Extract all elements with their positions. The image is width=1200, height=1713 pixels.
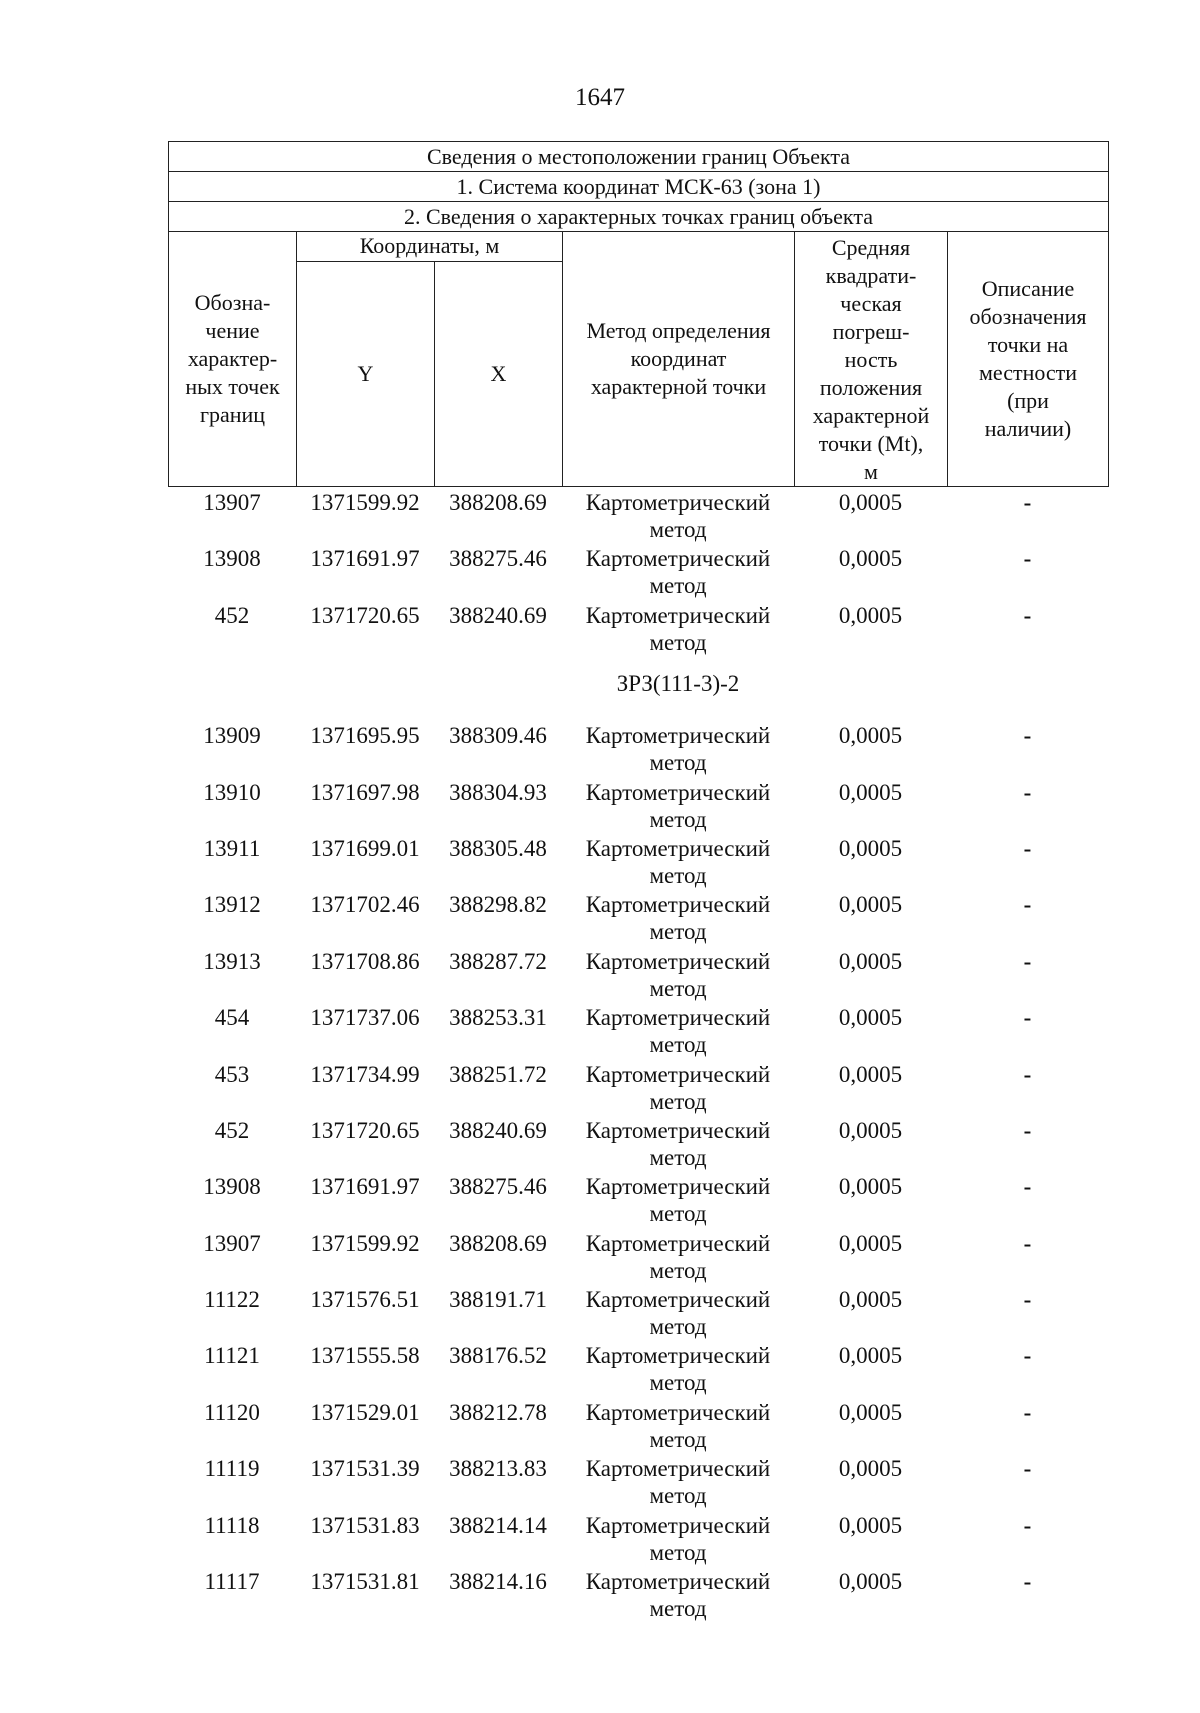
error-cell: 0,0005	[838, 1399, 903, 1425]
method-cell: Картометрический метод	[585, 490, 771, 542]
method-cell: Картометрический метод	[585, 835, 771, 888]
description-cell: -	[1023, 835, 1032, 861]
x-cell: 388287.72	[449, 948, 547, 974]
method-cell: Картометрический метод	[585, 1174, 771, 1227]
subsection-label: ЗРЗ(111-3)-2	[616, 671, 740, 697]
description-cell: -	[1023, 1512, 1032, 1538]
error-cell: 0,0005	[838, 546, 903, 572]
error-cell: 0,0005	[838, 892, 903, 918]
table-row	[168, 1342, 1108, 1398]
point-cell: 13907	[203, 1230, 261, 1256]
method-cell: Картометрический метод	[585, 1005, 771, 1058]
description-cell: -	[1023, 948, 1032, 974]
table-row	[168, 487, 1108, 545]
x-cell: 388213.83	[449, 1456, 547, 1482]
y-cell: 1371720.65	[310, 602, 420, 628]
description-cell: -	[1023, 1287, 1032, 1313]
description-cell: -	[1023, 1343, 1032, 1369]
description-cell: -	[1023, 1005, 1032, 1031]
table-row	[168, 1061, 1108, 1117]
error-cell: 0,0005	[838, 835, 903, 861]
error-cell: 0,0005	[838, 1343, 903, 1369]
x-cell: 388240.69	[449, 1117, 547, 1143]
table-row	[168, 1286, 1108, 1342]
error-cell: 0,0005	[838, 490, 903, 515]
y-cell: 1371702.46	[310, 892, 420, 918]
x-cell: 388309.46	[449, 723, 547, 749]
x-cell: 388208.69	[449, 1230, 547, 1256]
method-cell: Картометрический метод	[585, 1512, 771, 1565]
point-cell: 11121	[204, 1343, 260, 1369]
method-cell: Картометрический метод	[585, 892, 771, 945]
method-cell: Картометрический метод	[585, 602, 771, 655]
point-cell: 11118	[204, 1512, 260, 1538]
point-cell: 453	[214, 1061, 250, 1087]
point-cell: 13913	[203, 948, 261, 974]
error-cell: 0,0005	[838, 1512, 903, 1538]
y-cell: 1371737.06	[310, 1005, 420, 1031]
method-cell: Картометрический метод	[585, 779, 771, 832]
point-cell: 13909	[203, 723, 261, 749]
method-cell: Картометрический метод	[585, 1456, 771, 1509]
y-cell: 1371691.97	[310, 1174, 420, 1200]
error-cell: 0,0005	[838, 602, 903, 628]
header-method: Метод определения координат характерной точки	[563, 232, 795, 487]
x-cell: 388212.78	[449, 1399, 547, 1425]
method-cell: Картометрический метод	[585, 1287, 771, 1340]
point-cell: 13910	[203, 779, 261, 805]
point-cell: 13907	[203, 490, 261, 515]
method-cell: Картометрический метод	[585, 1061, 771, 1114]
y-cell: 1371720.65	[310, 1117, 420, 1143]
point-cell: 11122	[204, 1287, 260, 1313]
description-cell: -	[1023, 602, 1032, 628]
x-cell: 388214.14	[449, 1512, 547, 1538]
method-cell: Картометрический метод	[585, 546, 771, 599]
description-cell: -	[1023, 1061, 1032, 1087]
table-title: Сведения о местоположении границ Объекта	[169, 142, 1109, 172]
error-cell: 0,0005	[838, 1061, 903, 1087]
y-cell: 1371555.58	[310, 1343, 420, 1369]
y-cell: 1371531.39	[310, 1456, 420, 1482]
y-cell: 1371691.97	[310, 546, 420, 572]
section-title: 2. Сведения о характерных точках границ объекта	[169, 202, 1109, 232]
y-cell: 1371699.01	[310, 835, 420, 861]
table-row	[168, 948, 1108, 1004]
description-cell: -	[1023, 1174, 1032, 1200]
coordinate-system: 1. Система координат МСК-63 (зона 1)	[169, 172, 1109, 202]
header-x: X	[435, 261, 563, 486]
description-cell: -	[1023, 1456, 1032, 1482]
y-cell: 1371531.81	[310, 1569, 420, 1595]
x-cell: 388304.93	[449, 779, 547, 805]
x-cell: 388208.69	[449, 490, 547, 515]
table-row	[168, 545, 1108, 601]
method-cell: Картометрический метод	[585, 1117, 771, 1170]
error-cell: 0,0005	[838, 1230, 903, 1256]
description-cell: -	[1023, 723, 1032, 749]
y-cell: 1371599.92	[310, 1230, 420, 1256]
table-row	[168, 1512, 1108, 1568]
description-cell: -	[1023, 490, 1032, 515]
table-row	[168, 722, 1108, 778]
description-cell: -	[1023, 779, 1032, 805]
table-row	[168, 1455, 1108, 1511]
header-coordinates: Координаты, м	[297, 232, 563, 262]
method-cell: Картометрический метод	[585, 1343, 771, 1396]
y-cell: 1371695.95	[310, 723, 420, 749]
description-cell: -	[1023, 892, 1032, 918]
error-cell: 0,0005	[838, 948, 903, 974]
point-cell: 11119	[204, 1456, 260, 1482]
x-cell: 388275.46	[449, 1174, 547, 1200]
error-cell: 0,0005	[838, 779, 903, 805]
method-cell: Картометрический метод	[585, 723, 771, 776]
point-cell: 11120	[204, 1399, 260, 1425]
description-cell: -	[1023, 546, 1032, 572]
x-cell: 388240.69	[449, 602, 547, 628]
table-row	[168, 1230, 1108, 1286]
x-cell: 388214.16	[449, 1569, 547, 1595]
description-cell: -	[1023, 1230, 1032, 1256]
header-error: Средняя квадрати- ческая погреш- ность положения характерной точки (Mt), м	[795, 232, 948, 487]
y-cell: 1371697.98	[310, 779, 420, 805]
table-row	[168, 1117, 1108, 1173]
method-cell: Картометрический метод	[585, 1569, 771, 1622]
x-cell: 388253.31	[449, 1005, 547, 1031]
y-cell: 1371734.99	[310, 1061, 420, 1087]
point-cell: 11117	[204, 1569, 260, 1595]
point-cell: 454	[214, 1005, 250, 1031]
x-cell: 388275.46	[449, 546, 547, 572]
table-row	[168, 1399, 1108, 1455]
point-cell: 13912	[203, 892, 261, 918]
error-cell: 0,0005	[838, 1005, 903, 1031]
table-row	[168, 779, 1108, 835]
error-cell: 0,0005	[838, 723, 903, 749]
point-cell: 452	[214, 1117, 250, 1143]
table-row	[168, 602, 1108, 658]
x-cell: 388251.72	[449, 1061, 547, 1087]
header-description: Описание обозначения точки на местности (при наличии)	[948, 232, 1109, 487]
point-cell: 13908	[203, 1174, 261, 1200]
table-row	[168, 1004, 1108, 1060]
y-cell: 1371708.86	[310, 948, 420, 974]
x-cell: 388191.71	[449, 1287, 547, 1313]
error-cell: 0,0005	[838, 1174, 903, 1200]
table-body	[168, 487, 1108, 1624]
boundary-points-table	[168, 141, 1108, 1624]
y-cell: 1371529.01	[310, 1399, 420, 1425]
y-cell: 1371576.51	[310, 1287, 420, 1313]
table-row	[168, 835, 1108, 891]
method-cell: Картометрический метод	[585, 948, 771, 1001]
point-cell: 13911	[203, 835, 261, 861]
table-header	[168, 141, 1109, 487]
error-cell: 0,0005	[838, 1287, 903, 1313]
description-cell: -	[1023, 1117, 1032, 1143]
page-number: 1647	[575, 84, 625, 111]
method-cell: Картометрический метод	[585, 1399, 771, 1452]
method-cell: Картометрический метод	[585, 1230, 771, 1283]
error-cell: 0,0005	[838, 1456, 903, 1482]
x-cell: 388298.82	[449, 892, 547, 918]
y-cell: 1371531.83	[310, 1512, 420, 1538]
table-row	[168, 1173, 1108, 1229]
error-cell: 0,0005	[838, 1569, 903, 1595]
x-cell: 388176.52	[449, 1343, 547, 1369]
description-cell: -	[1023, 1569, 1032, 1595]
y-cell: 1371599.92	[310, 490, 420, 515]
header-point: Обозна- чение характер- ных точек границ	[169, 232, 297, 487]
point-cell: 452	[214, 602, 250, 628]
header-y: Y	[297, 261, 435, 486]
point-cell: 13908	[203, 546, 261, 572]
description-cell: -	[1023, 1399, 1032, 1425]
table-row	[168, 1568, 1108, 1624]
error-cell: 0,0005	[838, 1117, 903, 1143]
table-row	[168, 891, 1108, 947]
x-cell: 388305.48	[449, 835, 547, 861]
